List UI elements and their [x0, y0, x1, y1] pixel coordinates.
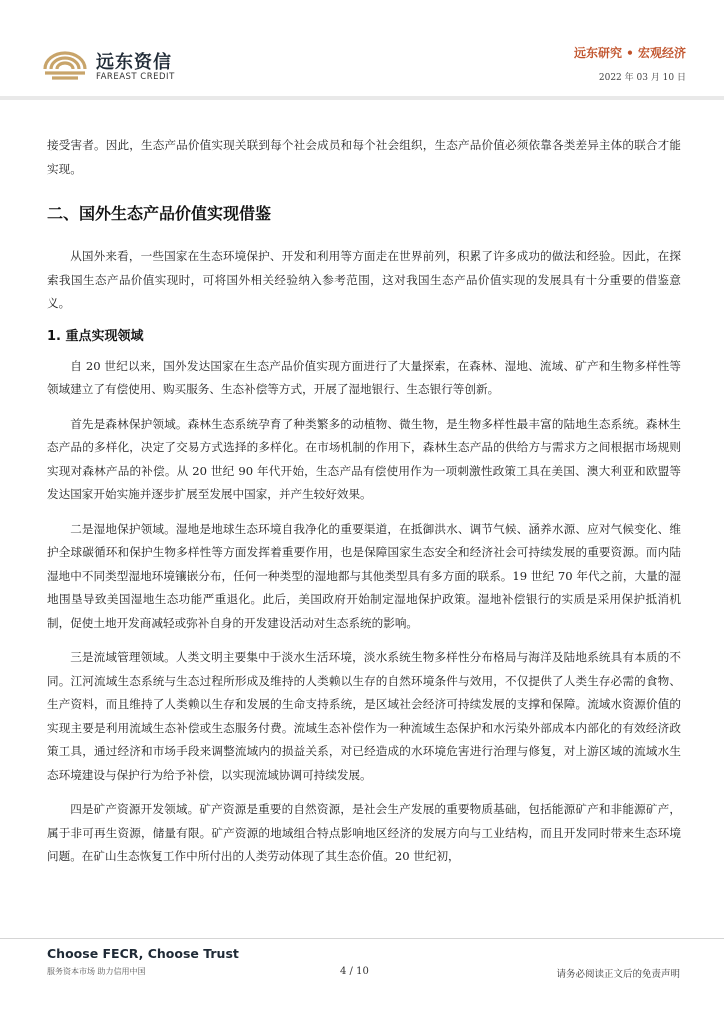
brand-name-en: FAREAST CREDIT	[96, 72, 175, 82]
paragraph-watershed: 三是流域管理领域。人类文明主要集中于淡水生活环境，淡水系统生物多样性分布格局与海洋及陆地系统具有本质的不同。江河流域生态系统与生态过程所形成及维持的人类赖以生存的自然环境条件与效用，不仅提供了人类生存必需的食物、生产资料，而且维持了人类赖以生存和发展的生命支持系统，是区域社会经济可持续发展的支撑和保障。流域水资源价值的实现主要是利用流域生态补偿或生态服务付费。流域生态补偿作为一种流域生态保护和水污染外部成本内部化的有效经济政策工具，通过经济和市场手段来调整流域内的损益关系，对已经造成的水环境危害进行治理与修复，对上游区域的流域水生态环境建设与保护行为给予补偿，以实现流域协调可持续发展。	[47, 650, 681, 782]
page-header	[0, 0, 724, 92]
paragraph-wetland: 二是湿地保护领域。湿地是地球生态环境自我净化的重要渠道，在抵御洪水、调节气候、涵养水源、应对气候变化、维护全球碳循环和保护生物多样性等方面发挥着重要作用，也是保障国家生态安全和经济社会可持续发展的重要资源。而内陆湿地中不同类型湿地环境镶嵌分布，任何一种类型的湿地都与其他类型具有多方面的联系。19 世纪 70 年代之前，大量的湿地围垦导致美国湿地生态功能严重退化。此后，美国政府开始制定湿地保护政策。湿地补偿银行的实质是采用保护抵消机制，促使土地开发商减轻或弥补自身的开发建设活动对生态系统的影响。	[47, 521, 681, 630]
document-body	[47, 134, 681, 869]
brand-name-cn: 远东资信	[96, 52, 172, 73]
paragraph-mineral: 四是矿产资源开发领域。矿产资源是重要的自然资源，是社会生产发展的重要物质基础，包括能源矿产和非能源矿产，属于非可再生资源，储量有限。矿产资源的地域组合特点影响地区经济的发展方向与工业结构，而且开发同时带来生态环境问题。在矿山生态恢复工作中所付出的人类劳动体现了其生态价值。20 世纪初，	[47, 802, 681, 863]
paragraph-continuation: 接受害者。因此，生态产品价值实现关联到每个社会成员和每个社会组织，生态产品价值必须依靠各类差异主体的联合才能实现。	[47, 138, 681, 176]
footer-slogan: Choose FECR, Choose Trust	[47, 946, 239, 961]
footer-divider	[0, 938, 724, 939]
paragraph-overview: 自 20 世纪以来，国外发达国家在生态产品价值实现方面进行了大量探索，在森林、湿地、流域、矿产和生物多样性等领域建立了有偿使用、购买服务、生态补偿等方式，开展了湿地银行、生态银行等创新。	[47, 358, 681, 396]
subsection-heading: 1. 重点实现领域	[47, 328, 144, 344]
footer-subtitle: 服务资本市场 助力信用中国	[47, 967, 146, 976]
header-divider	[0, 96, 724, 100]
section-heading: 二、国外生态产品价值实现借鉴	[47, 204, 272, 223]
report-section: 远东研究 • 宏观经济	[573, 46, 686, 60]
report-date: 2022 年 03 月 10 日	[598, 73, 686, 83]
disclaimer-note: 请务必阅读正文后的免责声明	[556, 969, 680, 980]
paragraph-forest: 首先是森林保护领域。森林生态系统孕育了种类繁多的动植物、微生物，是生物多样性最丰富的陆地生态系统。森林生态产品的多样化，决定了交易方式选择的多样化。在市场机制的作用下，森林生态产品的供给方与需求方之间根据市场规则实现对森林产品的补偿。从 20 世纪 90 年代开始，生态产品有偿使用作为一项刺激性政策工具在美国、澳大利亚和欧盟等发达国家开始实施并逐步扩展至发展中国家，并产生较好效果。	[47, 416, 681, 501]
fareast-credit-logo-icon	[42, 44, 88, 82]
page-number: 4 / 10	[340, 966, 369, 977]
paragraph-intro: 从国外来看，一些国家在生态环境保护、开发和利用等方面走在世界前列，积累了许多成功的做法和经验。因此，在探索我国生态产品价值实现时，可将国外相关经验纳入参考范围，这对我国生态产品价值实现的发展具有十分重要的借鉴意义。	[47, 249, 681, 310]
